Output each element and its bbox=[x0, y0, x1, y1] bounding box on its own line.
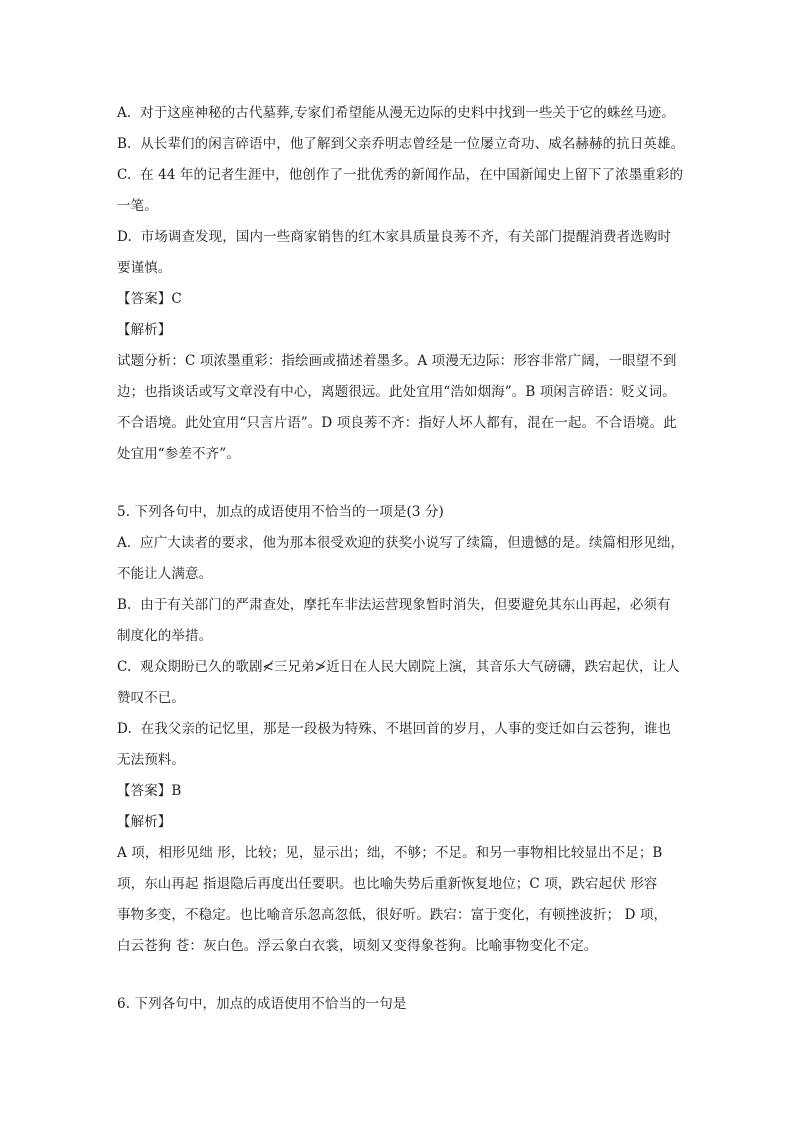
q4-analysis-title: 【解析】 bbox=[117, 322, 172, 338]
q5-option-a bbox=[117, 528, 685, 590]
q5-option-c bbox=[117, 652, 685, 714]
option-line bbox=[117, 528, 685, 559]
analysis-line: 项，东山再起 指退隐后再度出任要职。也比喻失势后重新恢复地位；C 项，跌宕起伏 形容 bbox=[117, 876, 658, 892]
option-line bbox=[117, 590, 685, 621]
option-label: D. bbox=[117, 229, 132, 245]
option-line bbox=[117, 98, 685, 129]
option-label: D. bbox=[117, 721, 132, 737]
q5-question: 5. 下列各句中，加点的成语使用不恰当的一项是(3 分) bbox=[117, 504, 444, 520]
option-line bbox=[117, 714, 685, 745]
option-text: 应广大读者的要求，他为那本很受欢迎的获奖小说写了续篇，但遗憾的是。续篇相形见绌， bbox=[140, 535, 685, 551]
option-line: 制度化的举措。 bbox=[117, 628, 213, 644]
option-text: 从长辈们的闲言碎语中，他了解到父亲乔明志曾经是一位屡立奇功、威名赫赫的抗日英雄。 bbox=[140, 136, 685, 152]
option-line: 赞叹不已。 bbox=[117, 690, 185, 706]
analysis-line: 白云苍狗 苍：灰白色。浮云象白衣裳，顷刻又变得象苍狗。比喻事物变化不定。 bbox=[117, 938, 598, 954]
analysis-line: A 项，相形见绌 形，比较；见，显示出；绌，不够；不足。和另一事物相比较显出不足；B bbox=[117, 845, 663, 861]
analysis-line: 不合语境。此处宜用“只言片语”。D 项良莠不齐：指好人坏人都有，混在一起。不合语境。此 bbox=[117, 415, 677, 431]
spacer bbox=[117, 962, 685, 989]
q5-analysis-title: 【解析】 bbox=[117, 814, 172, 830]
option-line: 无法预料。 bbox=[117, 752, 185, 768]
analysis-line: 处宜用“参差不齐”。 bbox=[117, 446, 240, 462]
option-text: 市场调查发现，国内一些商家销售的红木家具质量良莠不齐，有关部门提醒消费者选购时 bbox=[140, 229, 672, 245]
q4-option-a bbox=[117, 98, 685, 129]
option-text: 由于有关部门的严肃查处，摩托车非法运营现象暂时消失，但要避免其东山再起，必须有 bbox=[140, 597, 671, 613]
option-text: 在我父亲的记忆里，那是一段极为特殊、不堪回首的岁月，人事的变迁如白云苍狗，谁也 bbox=[140, 721, 672, 737]
option-line: 要谨慎。 bbox=[117, 260, 172, 276]
option-line bbox=[117, 129, 685, 160]
option-text: 在 44 年的记者生涯中，他创作了一批优秀的新闻作品，在中国新闻史上留下了浓墨重彩的 bbox=[140, 167, 684, 183]
option-label: A. bbox=[117, 105, 132, 121]
option-label: B. bbox=[117, 597, 132, 613]
q5-option-d bbox=[117, 714, 685, 776]
q4-option-c bbox=[117, 160, 685, 222]
q5-answer: 【答案】B bbox=[117, 783, 182, 799]
option-label: C. bbox=[117, 659, 132, 675]
analysis-line: 边；也指谈话或写文章没有中心，离题很远。此处宜用“浩如烟海”。B 项闲言碎语：贬义词。 bbox=[117, 384, 676, 400]
option-label: A. bbox=[117, 535, 132, 551]
option-line bbox=[117, 160, 685, 191]
analysis-line: 试题分析：C 项浓墨重彩：指绘画或描述着墨多。A 项漫无边际：形容非常广阔，一眼望不到 bbox=[117, 353, 677, 369]
q6-question: 6. 下列各句中，加点的成语使用不恰当的一句是 bbox=[117, 996, 407, 1012]
q4-answer: 【答案】C bbox=[117, 291, 182, 307]
option-line: 一笔。 bbox=[117, 198, 158, 214]
q4-analysis bbox=[117, 346, 685, 470]
option-line: 不能让人满意。 bbox=[117, 566, 213, 582]
q5-option-b bbox=[117, 590, 685, 652]
option-label: C. bbox=[117, 167, 132, 183]
spacer bbox=[117, 470, 685, 497]
q4-option-b bbox=[117, 129, 685, 160]
analysis-line: 事物多变，不稳定。也比喻音乐忽高忽低，很好听。跌宕：富于变化，有顿挫波折； D 项， bbox=[117, 907, 668, 923]
q4-option-d bbox=[117, 222, 685, 284]
q5-analysis bbox=[117, 838, 685, 962]
option-text: 对于这座神秘的古代墓葬,专家们希望能从漫无边际的史料中找到一些关于它的蛛丝马迹。 bbox=[140, 105, 675, 121]
option-text: 观众期盼已久的歌剧≮三兄弟≯近日在人民大剧院上演，其音乐大气磅礴，跌宕起伏，让人 bbox=[140, 659, 680, 675]
option-line bbox=[117, 652, 685, 683]
document-page bbox=[117, 98, 685, 1020]
option-label: B. bbox=[117, 136, 132, 152]
option-line bbox=[117, 222, 685, 253]
